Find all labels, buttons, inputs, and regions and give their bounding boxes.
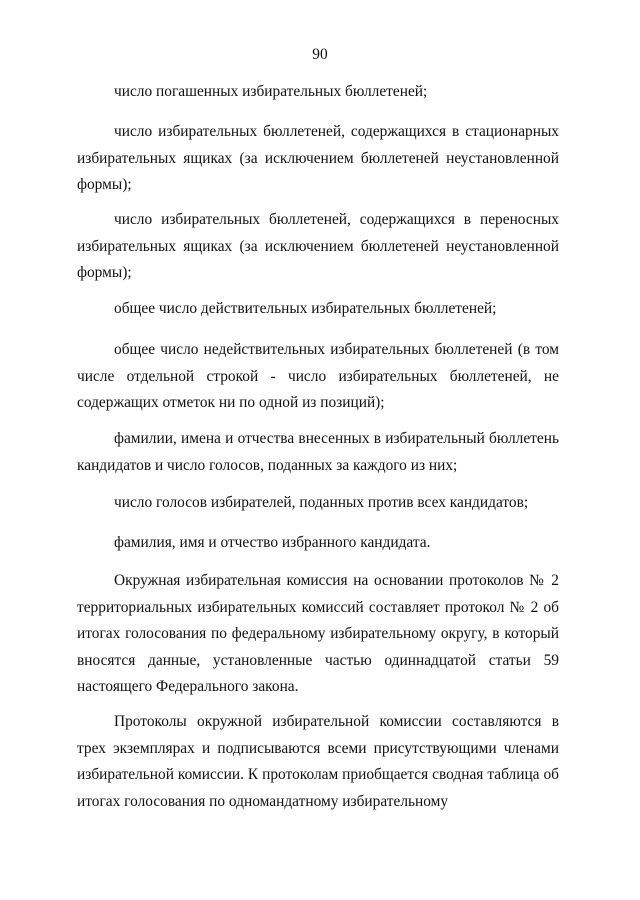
paragraph-district-commission-protocol: Окружная избирательная комиссия на основании протоколов № 2 территориальных избирательных комиссий составляет протокол № 2 об итогах голосования по федеральному избирательному округу, в который вносятся данные, установленные частью одиннадцатой статьи 59 настоящего Федерального закона. xyxy=(77,572,559,695)
page-number: 90 xyxy=(312,46,328,63)
paragraph-protocol-copies: Протоколы окружной избирательной комиссии составляются в трех экземплярах и подписываются всеми присутствующими членами избирательной комиссии. К протоколам приобщается сводная таблица об итогах голосования по одномандатному избирательному xyxy=(77,713,559,810)
paragraph-stationary-box-ballots: число избирательных бюллетеней, содержащихся в стационарных избирательных ящиках (за исключением бюллетеней неустановленной формы); xyxy=(77,123,559,193)
paragraph-portable-box-ballots: число избирательных бюллетеней, содержащихся в переносных избирательных ящиках (за исключением бюллетеней неустановленной формы); xyxy=(77,211,559,281)
paragraph-candidate-names-votes: фамилии, имена и отчества внесенных в избирательный бюллетень кандидатов и число голосов, поданных за каждого из них; xyxy=(77,430,559,474)
paragraph-valid-ballots: общее число действительных избирательных бюллетеней; xyxy=(114,300,497,317)
paragraph-invalid-ballots: общее число недействительных избирательных бюллетеней (в том числе отдельной строкой - число избирательных бюллетеней, не содержащих отметок ни по одной из позиций); xyxy=(77,341,559,411)
paragraph-elected-candidate: фамилия, имя и отчество избранного кандидата. xyxy=(114,534,431,551)
paragraph-votes-against-all: число голосов избирателей, поданных против всех кандидатов; xyxy=(114,494,529,511)
paragraph-cancelled-ballots: число погашенных избирательных бюллетеней; xyxy=(114,83,428,100)
